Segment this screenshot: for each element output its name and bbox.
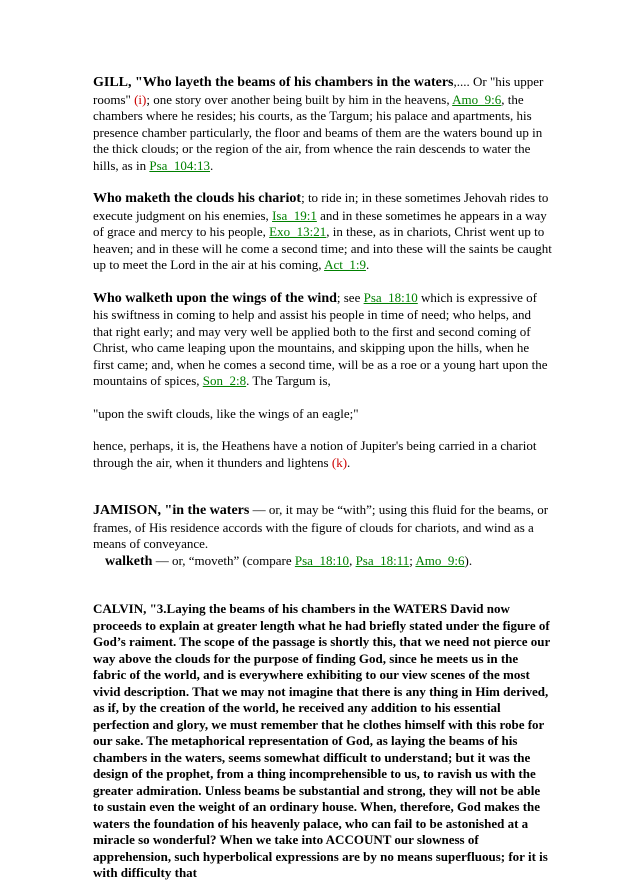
jamison-text: , xyxy=(349,552,356,568)
jamison-paragraph-1 xyxy=(81,502,553,553)
gill-text: . xyxy=(210,157,214,173)
gill-text: ; see xyxy=(336,289,364,305)
scripture-link[interactable]: Psa_18:11 xyxy=(355,552,410,568)
scripture-link[interactable]: Exo_13:21 xyxy=(269,224,327,239)
jamison-heading: JAMISON, "in the waters xyxy=(93,503,250,518)
gill-paragraph-5 xyxy=(93,438,553,471)
scripture-link[interactable]: Psa_18:10 xyxy=(363,289,418,305)
verse-heading: Who walketh upon the wings of the wind xyxy=(93,290,337,306)
footnote-link[interactable]: (i) xyxy=(134,91,147,107)
jamison-text: ). xyxy=(464,552,473,568)
jamison-text: — or, “moveth” (compare xyxy=(152,552,295,568)
gill-text: ; one story over another being built by him in the heavens, xyxy=(146,91,453,107)
targum-quote: "upon the swift clouds, like the wings of an eagle;" xyxy=(93,405,359,421)
calvin-paragraph: CALVIN, "3.Laying the beams of his chambers in the WATERS David now proceeds to explain at greater length what he had briefly stated under the figure of God’s raiment. The scope of the passage is shortly this, that we need not pierce our way above the clouds for the purpose of finding God, since he meets us in the fabric of the world, and is everywhere exhibiting to our view scenes of the most vivid description. That we may not imagine that there is any thing in Him derived, as if, by the creation of the world, he received any addition to his essential perfection and glory, we must remember that he clothes himself with this robe for our sake. The metaphorical representation of God, as laying the beams of his chambers in the waters, seems somewhat difficult to understand; but it was the design of the prophet, from a thing incomprehensible to us, to ravish us with the greater admiration. Unless beams be substantial and strong, they will not be able to sustain even the weight of an ordinary house. When, therefore, God makes the waters the foundation of his heavenly palace, who can fail to be astonished at a miracle so wonderful? When we take into ACCOUNT our slowness of apprehension, such hyperbolical expressions are by no means superfluous; for it is with difficulty that xyxy=(93,601,551,880)
gill-text: . xyxy=(347,454,351,470)
gill-text: ,.... Or "his upper rooms" xyxy=(93,74,544,107)
document-page xyxy=(93,74,553,882)
scripture-link[interactable]: Act_1:9 xyxy=(324,257,366,272)
gill-text: and in these sometimes he appears in a way of grace and mercy to his people, xyxy=(93,207,547,239)
verse-heading: walketh xyxy=(105,553,153,569)
scripture-link[interactable]: Psa_104:13 xyxy=(149,157,211,173)
footnote-link[interactable]: (k) xyxy=(331,454,348,470)
gill-text: which is expressive of his swiftness in coming to help and assist his people in time of need; who helps, and that right early; and may very well be applied both to the first and second coming of Christ, who came leaping upon the mountains, and skipping upon the hills, when he first came; and, when he comes a second time, will be as a roe or a young hart upon the mountains of spices, xyxy=(93,289,548,388)
scripture-link[interactable]: Psa_18:10 xyxy=(294,552,350,568)
gill-paragraph-2 xyxy=(93,190,553,274)
gill-text: . xyxy=(365,257,370,272)
jamison-paragraph-2 xyxy=(93,553,553,571)
gill-text: , in these, as in chariots, Christ went up to heaven; and in these will he come a second time; and into these will the saints be caught up to meet the Lord in the air at his coming, xyxy=(93,224,552,272)
scripture-link[interactable]: Amo_9:6 xyxy=(415,552,465,568)
gill-text: . The Targum is, xyxy=(246,373,331,388)
scripture-link[interactable]: Isa_19:1 xyxy=(272,207,317,223)
verse-heading: Who maketh the clouds his chariot xyxy=(93,191,302,206)
gill-heading: GILL, "Who layeth the beams of his chambers in the waters xyxy=(93,75,454,90)
jamison-text: — or, it may be “with”; using this fluid for the beams, or frames, of His residence accords with the figure of clouds for chariots, and wind as a means of conveyance. xyxy=(93,502,549,551)
gill-text: ; to ride in; in these sometimes Jehovah rides to execute judgment on his enemies, xyxy=(93,190,549,223)
gill-text: , the chambers where he resides; his courts, as the Targum; his palace and apartments, his presence chamber particularly, the floor and beams of them are the waters bound up in the thick clouds; or the region of the air, from whence the rain descends to water the hills, as in xyxy=(93,91,543,173)
gill-paragraph-1 xyxy=(93,74,553,174)
gill-paragraph-3 xyxy=(93,290,553,390)
gill-text: hence, perhaps, it is, the Heathens have a notion of Jupiter's being carried in a chariot through the air, when it thunders and lightens xyxy=(93,438,537,470)
scripture-link[interactable]: Son_2:8 xyxy=(202,373,247,388)
scripture-link[interactable]: Amo_9:6 xyxy=(452,91,502,107)
jamison-text: ; xyxy=(409,552,416,568)
